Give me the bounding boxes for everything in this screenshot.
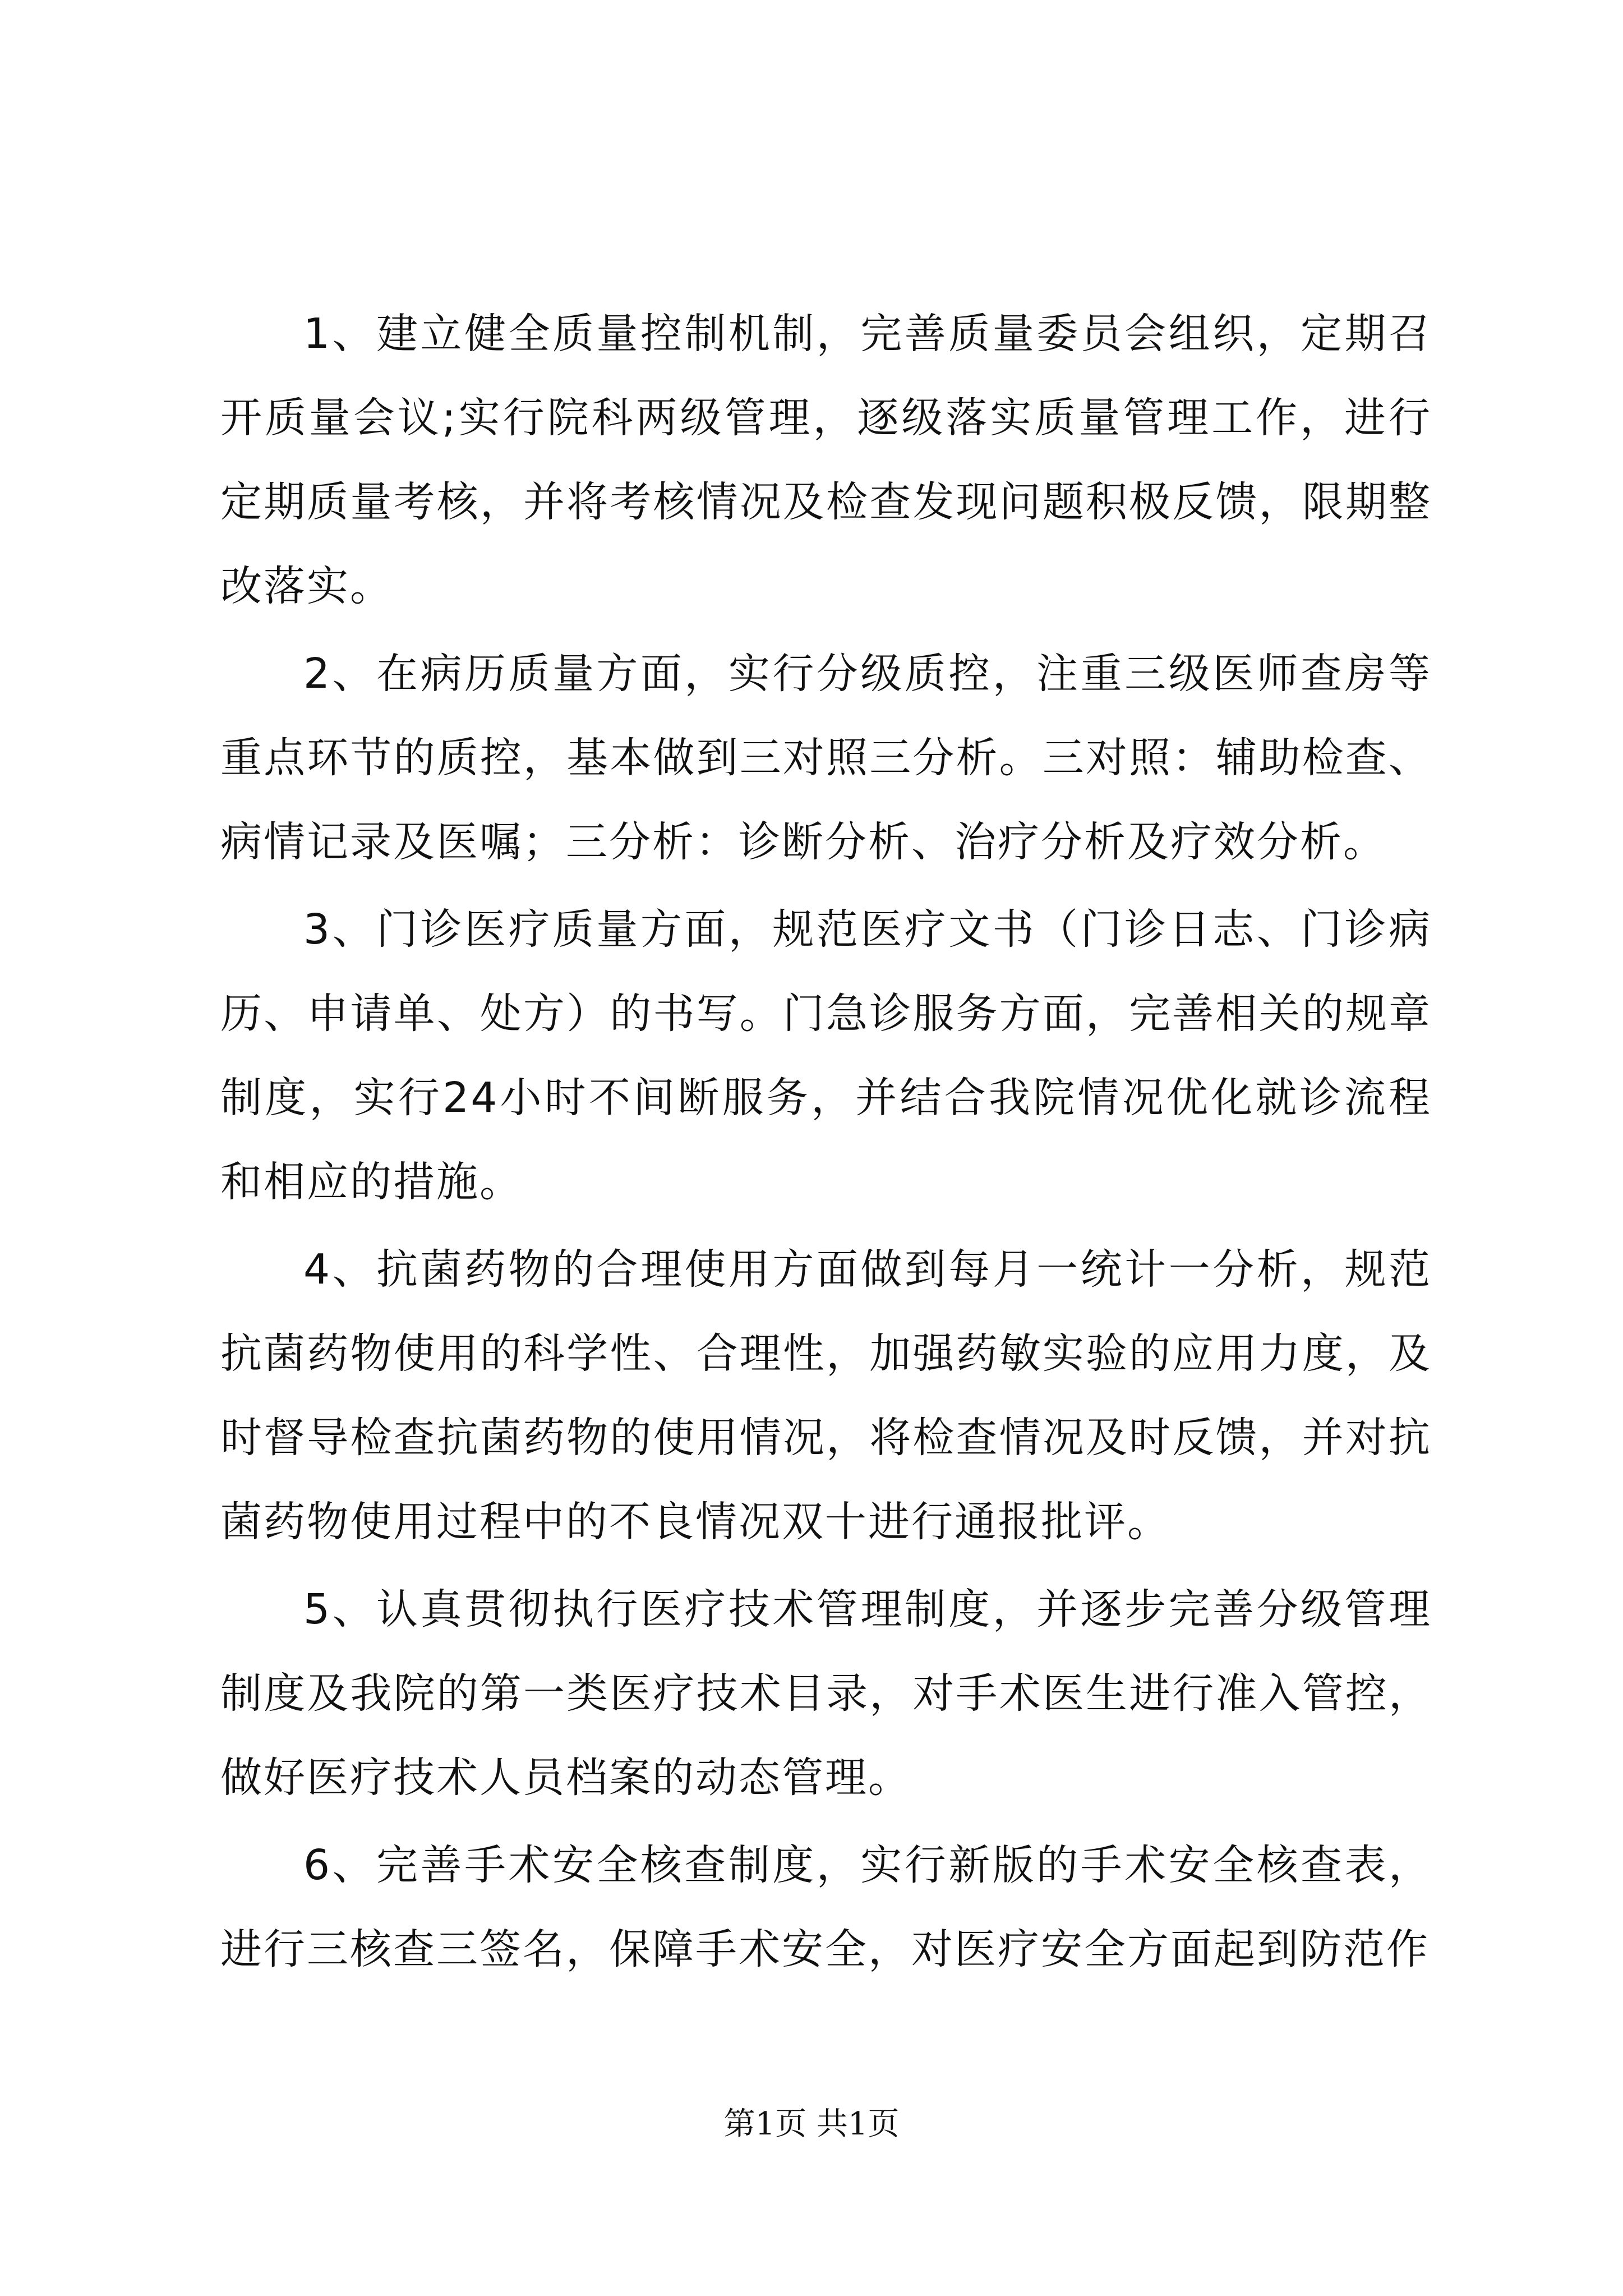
page-number-label: 第1页 共1页 [723, 2106, 900, 2142]
paragraph-1: 1、建立健全质量控制机制，完善质量委员会组织，定期召开质量会议;实行院科两级管理，逐级落实质量管理工作，进行定期质量考核，并将考核情况及检查发现问题积极反馈，限期整改落实。 [220, 310, 1432, 610]
paragraph-3: 3、门诊医疗质量方面，规范医疗文书（门诊日志、门诊病历、申请单、处方）的书写。门急诊服务方面，完善相关的规章制度，实行24小时不间断服务，并结合我院情况优化就诊流程和相应的措施。 [220, 905, 1432, 1206]
paragraph-5: 5、认真贯彻执行医疗技术管理制度，并逐步完善分级管理制度及我院的第一类医疗技术目录，对手术医生进行准入管控，做好医疗技术人员档案的动态管理。 [220, 1585, 1432, 1802]
paragraph-6: 6、完善手术安全核查制度，实行新版的手术安全核查表，进行三核查三签名，保障手术安全，对医疗安全方面起到防范作 [220, 1841, 1432, 1973]
paragraph-2: 2、在病历质量方面，实行分级质控，注重三级医师查房等重点环节的质控，基本做到三对照三分析。三对照：辅助检查、病情记录及医嘱；三分析：诊断分析、治疗分析及疗效分析。 [220, 650, 1432, 866]
page-footer [0, 2105, 1623, 2144]
paragraph-4: 4、抗菌药物的合理使用方面做到每月一统计一分析，规范抗菌药物使用的科学性、合理性，加强药敏实验的应用力度，及时督导检查抗菌药物的使用情况，将检查情况及时反馈，并对抗菌药物使用过程中的不良情况双十进行通报批评。 [220, 1245, 1432, 1546]
document-body [220, 292, 1432, 1995]
